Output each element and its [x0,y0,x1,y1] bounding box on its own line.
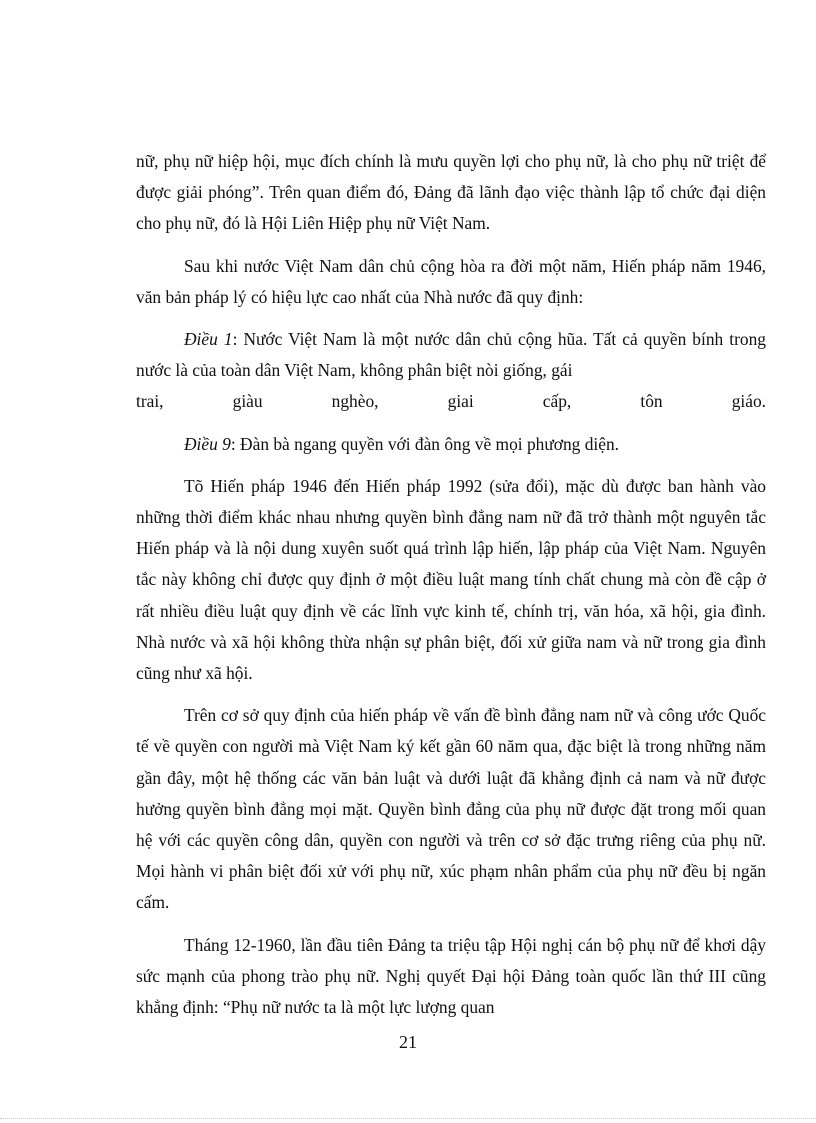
article-9-label: Điều 9 [184,433,231,454]
paragraph-continuation: nữ, phụ nữ hiệp hội, mục đích chính là mưu quyền lợi cho phụ nữ, là cho phụ nữ triệt để được giải phóng”. Trên quan điểm đó, Đảng đã lãnh đạo việc thành lập tổ chức đại diện cho phụ nữ, đó là Hội Liên Hiệp phụ nữ Việt Nam. [136,151,766,234]
article-1-label: Điều 1 [184,329,233,350]
article-9-text: : Đàn bà ngang quyền với đàn ông về mọi phương diện. [230,433,619,454]
paragraph-legal-system: Trên cơ sở quy định của hiến pháp về vấn đề bình đẳng nam nữ và công ước Quốc tế về quyền con người mà Việt Nam ký kết gần 60 năm qua, đặc biệt là trong những năm gần đây, một hệ thống các văn bản luật và dưới luật đã khẳng định cả nam và nữ được hưởng quyền bình đẳng mọi mặt. Quyền bình đẳng của phụ nữ được đặt trong mối quan hệ với các quyền công dân, quyền con người và trên cơ sở đặc trưng riêng của phụ nữ. Mọi hành vi phân biệt đối xử với phụ nữ, xúc phạm nhân phẩm của phụ nữ đều bị ngăn cấm. [136,705,766,913]
document-body [136,146,766,1034]
page-bottom-border [0,1118,816,1119]
article-1-text: : Nước Việt Nam là một nước dân chủ cộng hũa. Tất cả quyền bính trong nước là của toàn dân Việt Nam, không phân biệt nòi giống, gái [136,329,766,381]
article-1-last-line: trai, giàu nghèo, giai cấp, tôn giáo. [136,391,766,412]
paragraph-constitution-1946: Sau khi nước Việt Nam dân chủ cộng hòa ra đời một năm, Hiến pháp năm 1946, văn bản pháp lý có hiệu lực cao nhất của Nhà nước đã quy định: [136,255,766,307]
paragraph-constitutions: Tõ Hiến pháp 1946 đến Hiến pháp 1992 (sửa đổi), mặc dù được ban hành vào những thời điểm khác nhau nhưng quyền bình đẳng nam nữ đã trở thành một nguyên tắc Hiến pháp và là nội dung xuyên suốt quá trình lập hiến, lập pháp của Việt Nam. Nguyên tắc này không chỉ được quy định ở một điều luật mang tính chất chung mà còn đề cập ở rất nhiều điều luật quy định về các lĩnh vực kinh tế, chính trị, văn hóa, xã hội, gia đình. Nhà nước và xã hội không thừa nhận sự phân biệt, đối xử giữa nam và nữ trong gia đình cũng như xã hội. [136,475,766,684]
article-9 [136,429,766,460]
paragraph-1960-conference: Tháng 12-1960, lần đầu tiên Đảng ta triệu tập Hội nghị cán bộ phụ nữ để khơi dậy sức mạnh của phong trào phụ nữ. Nghị quyết Đại hội Đảng toàn quốc lần thứ III cũng khẳng định: “Phụ nữ nước ta là một lực lượng quan [136,934,766,1018]
page-number: 21 [399,1032,417,1052]
article-1 [136,324,766,386]
